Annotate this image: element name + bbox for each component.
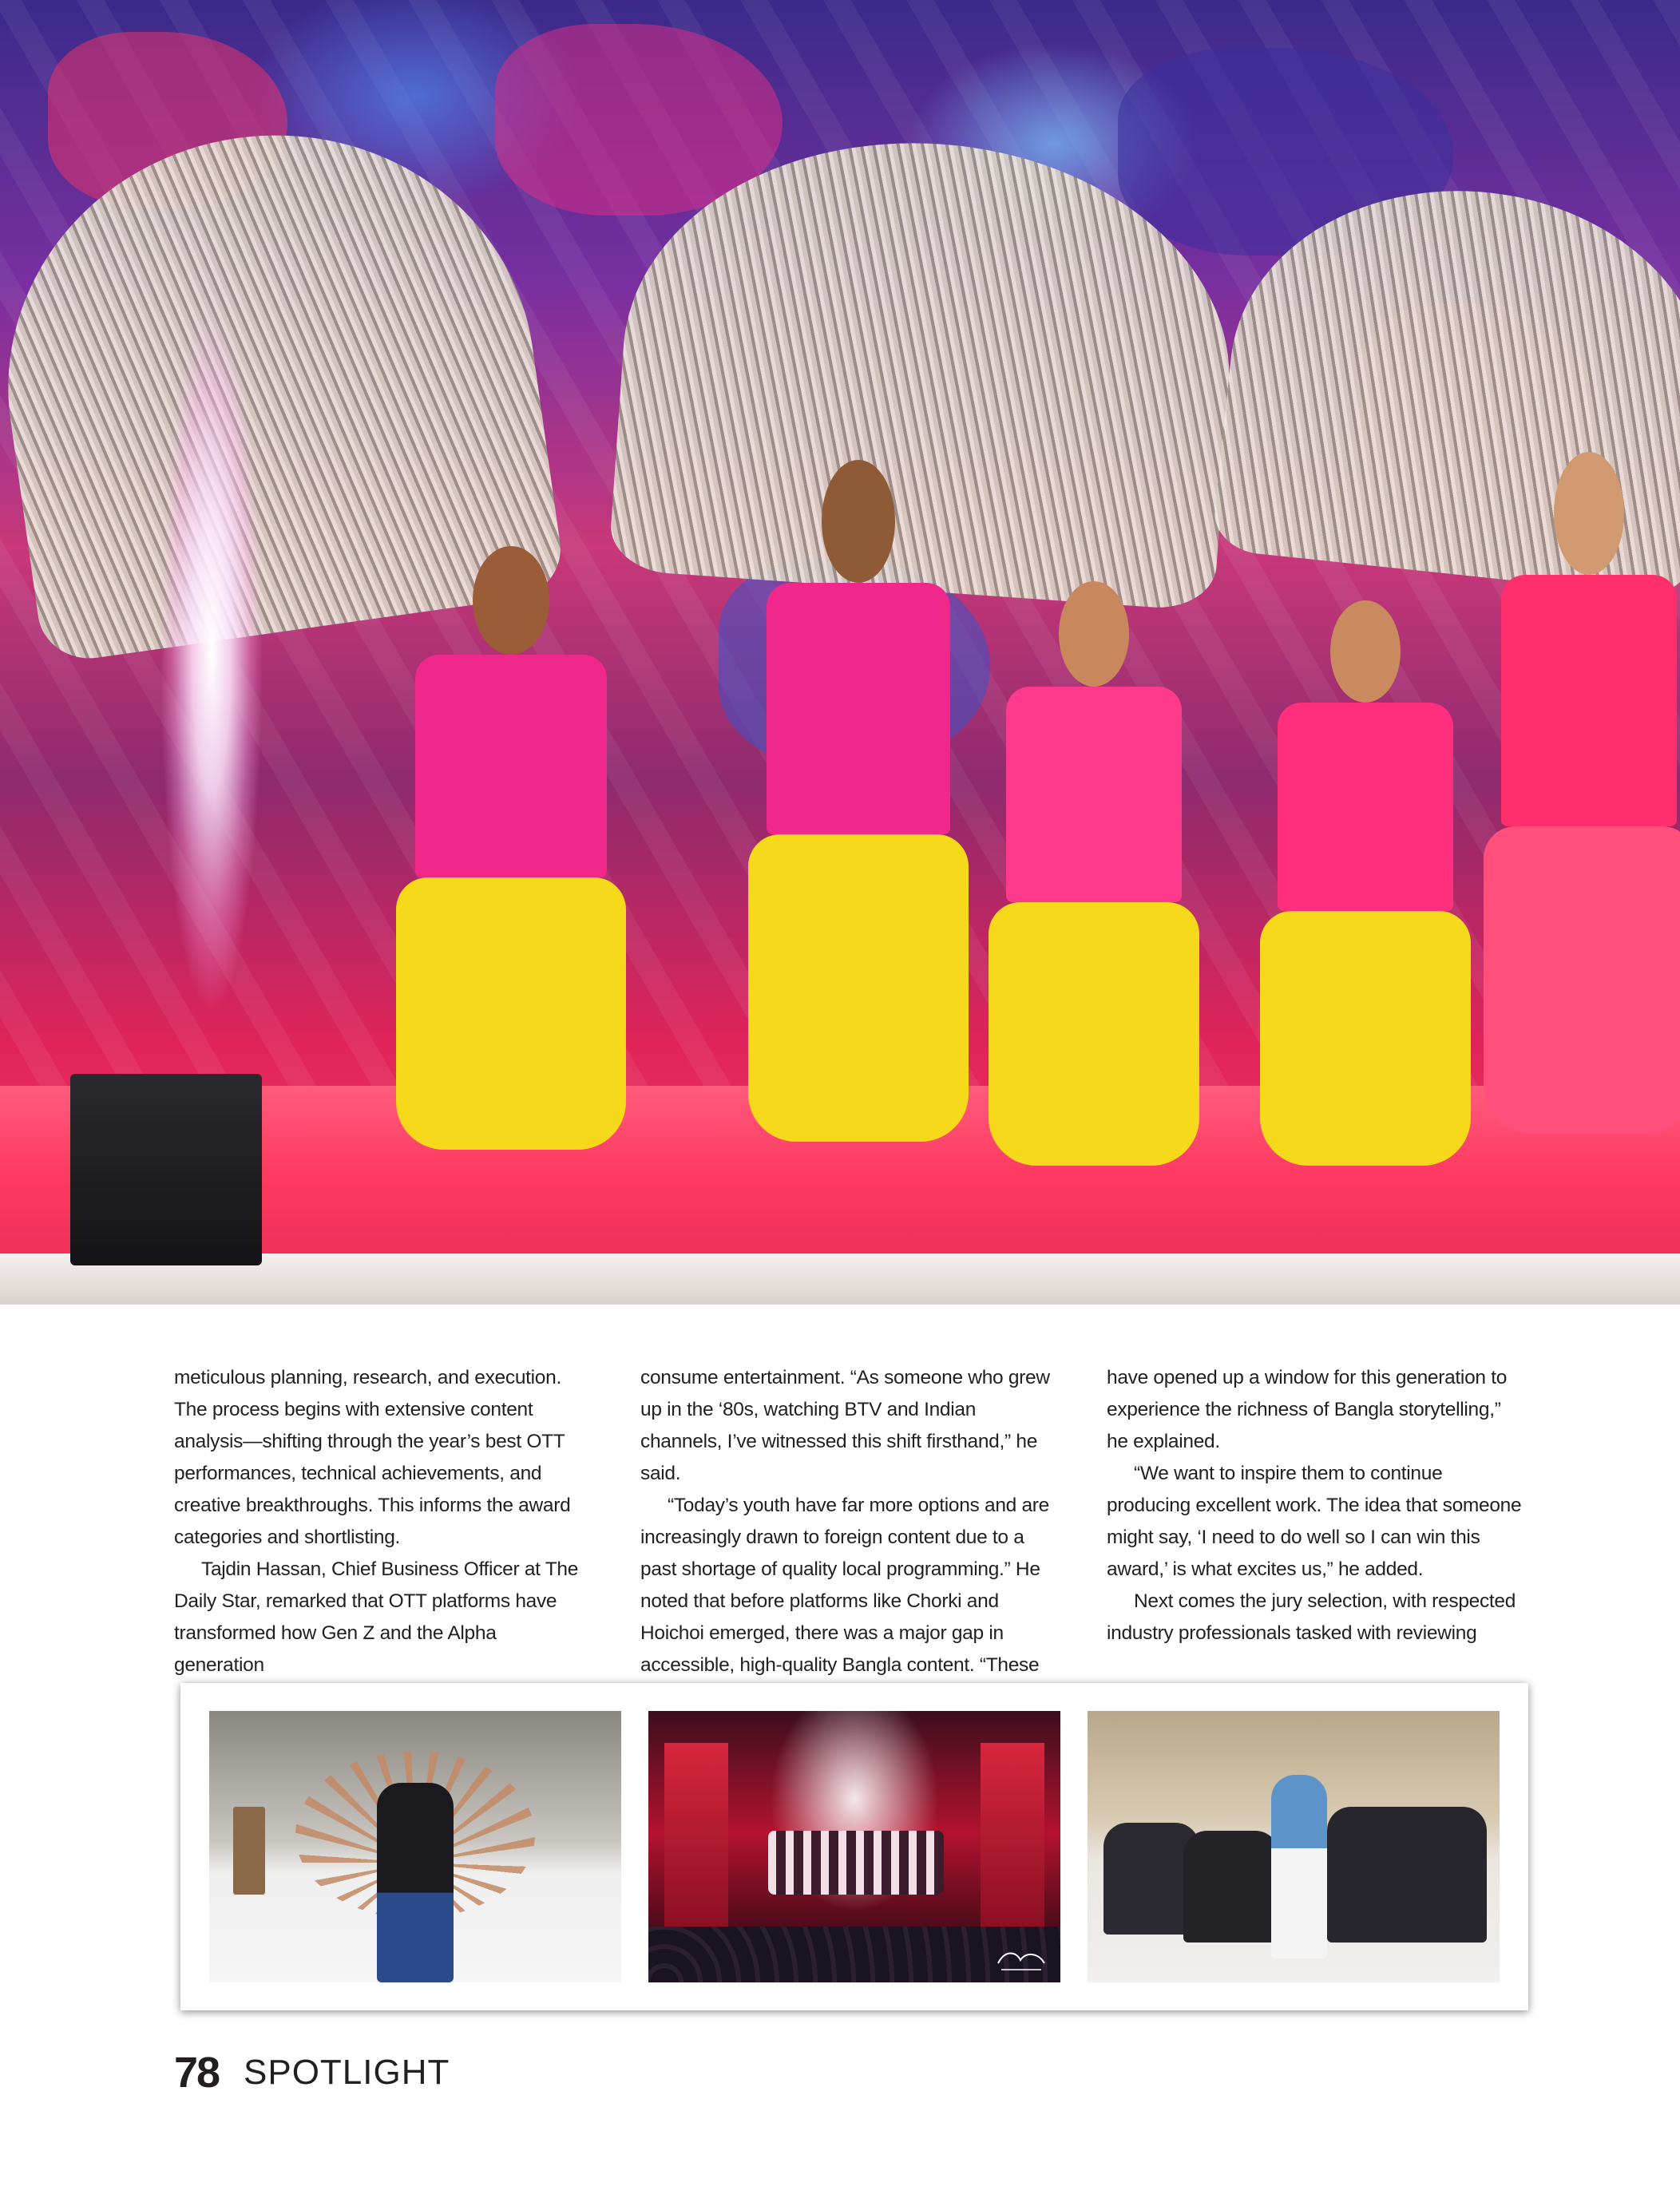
performer — [377, 1783, 454, 1982]
dance-troupe — [768, 1831, 944, 1895]
dancer-kneeling — [1327, 1807, 1487, 1943]
dancer — [415, 655, 607, 1150]
event-logo-watermark — [993, 1946, 1049, 1974]
paragraph: “We want to inspire them to continue producing excellent work. The idea that someone might say, ‘I need to do well so I can win this award,’ is what excites us,” he added. — [1107, 1463, 1522, 1580]
gallery-photo-dance-rehearsal — [1088, 1711, 1500, 1982]
spark-machine — [70, 1074, 262, 1265]
stage-pillar — [981, 1743, 1044, 1927]
paragraph: “Today’s youth have far more options and are increasingly drawn to foreign content due to a past shortage of quality local programming.” He noted that before platforms like Chorki and Hoichoi emerged, there was a major gap in accessible, high-quality Bangla content. “These — [640, 1495, 1049, 1676]
article-column — [640, 1362, 1056, 1713]
dancer — [1278, 703, 1453, 1166]
article-column — [1107, 1362, 1522, 1649]
photo-gallery — [180, 1683, 1528, 2010]
paragraph: consume entertainment. “As someone who grew up in the ‘80s, watching BTV and Indian channels, I’ve witnessed this shift firsthand,” he said. — [640, 1367, 1050, 1484]
paragraph: have opened up a window for this generation to experience the richness of Bangla storytelling,” he explained. — [1107, 1367, 1508, 1452]
page-number: 78 — [174, 2049, 220, 2097]
dancer — [1501, 575, 1677, 1134]
stage-pillar — [664, 1743, 728, 1927]
article-column — [174, 1362, 589, 1681]
paragraph: Tajdin Hassan, Chief Business Officer at The Daily Star, remarked that OTT platforms have transformed how Gen Z and the Alpha generation — [174, 1558, 579, 1676]
cold-spark-fountain — [152, 208, 271, 1086]
section-label: SPOTLIGHT — [244, 2053, 450, 2092]
dancer-kneeling — [1183, 1831, 1279, 1943]
article-body — [174, 1362, 1530, 1676]
dancer — [1006, 687, 1182, 1166]
paragraph: meticulous planning, research, and execution. The process begins with extensive content analysis—shifting through the year’s best OTT performances, technical achievements, and creative breakthroughs. This informs the award categories and shortlisting. — [174, 1367, 571, 1548]
gallery-photo-stage-performance — [648, 1711, 1060, 1982]
lectern — [233, 1807, 265, 1895]
dancer-standing — [1271, 1775, 1327, 1958]
dancer — [767, 583, 950, 1142]
gallery-photo-multi-arm-pose — [209, 1711, 621, 1982]
paragraph: Next comes the jury selection, with respected industry professionals tasked with reviewing — [1107, 1590, 1516, 1644]
